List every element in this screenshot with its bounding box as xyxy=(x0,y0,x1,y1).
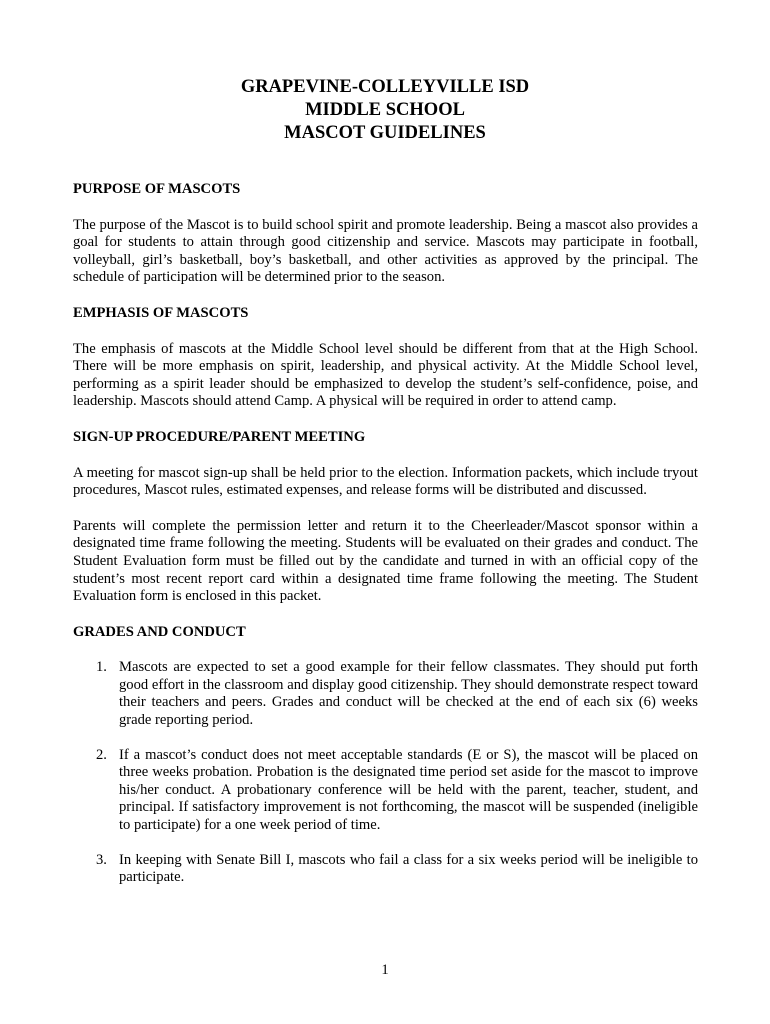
heading-grades: GRADES AND CONDUCT xyxy=(73,623,246,640)
document-title xyxy=(0,76,770,145)
paragraph-purpose: The purpose of the Mascot is to build school spirit and promote leadership. Being a mascot also provides a goal for students to attain through good citizenship and service. Mascots may participate in football, volleyball, girl’s basketball, boy’s basketball, and other activities as approved by the principal. The schedule of participation will be determined prior to the season. xyxy=(73,216,698,286)
list-item-text: Mascots are expected to set a good example for their fellow classmates. They should put forth good effort in the classroom and display good citizenship. They should demonstrate respect toward their teachers and peers. Grades and conduct will be checked at the end of each six (6) weeks grade reporting period. xyxy=(119,659,698,729)
list-item-number: 2. xyxy=(96,746,107,763)
heading-signup: SIGN-UP PROCEDURE/PARENT MEETING xyxy=(73,428,366,445)
paragraph-signup-permission: Parents will complete the permission letter and return it to the Cheerleader/Mascot sponsor within a designated time frame following the meeting. Students will be evaluated on their grades and conduct. The Student Evaluation form must be filled out by the candidate and turned in with an official copy of the student’s most recent report card within a designated time frame following the meeting. The Student Evaluation form is enclosed in this packet. xyxy=(73,517,698,605)
list-item-text: If a mascot’s conduct does not meet acceptable standards (E or S), the mascot will be placed on three weeks probation. Probation is the designated time period set aside for the mascot to improve his/her conduct. A probationary conference will be held with the parent, teacher, student, and principal. If satisfactory improvement is not forthcoming, the mascot will be suspended (ineligible to participate) for a one week period of time. xyxy=(119,746,698,834)
paragraph-signup-meeting: A meeting for mascot sign-up shall be held prior to the election. Information packets, which include tryout procedures, Mascot rules, estimated expenses, and release forms will be distributed and discussed. xyxy=(73,464,698,499)
heading-purpose: PURPOSE OF MASCOTS xyxy=(73,181,241,197)
list-item xyxy=(73,852,698,887)
list-item-text: In keeping with Senate Bill I, mascots who fail a class for a six weeks period will be ineligible to participate. xyxy=(119,851,698,886)
list-item-number: 1. xyxy=(96,659,107,676)
list-item xyxy=(73,747,698,835)
list-item xyxy=(73,659,698,729)
title-line-district: GRAPEVINE-COLLEYVILLE ISD xyxy=(240,77,530,97)
document-body xyxy=(73,181,698,904)
paragraph-emphasis: The emphasis of mascots at the Middle School level should be different from that at the High School. There will be more emphasis on spirit, leadership, and physical activity. At the Middle School level, performing as a spirit leader should be emphasized to develop the student’s self-confidence, poise, and leadership. Mascots should attend Camp. A physical will be required in order to attend camp. xyxy=(73,340,698,410)
heading-emphasis: EMPHASIS OF MASCOTS xyxy=(73,304,249,321)
page-number: 1 xyxy=(381,962,389,978)
title-line-school: MIDDLE SCHOOL xyxy=(305,100,465,120)
list-item-number: 3. xyxy=(96,851,107,868)
grades-conduct-list xyxy=(73,659,698,887)
title-line-guidelines: MASCOT GUIDELINES xyxy=(284,123,486,143)
